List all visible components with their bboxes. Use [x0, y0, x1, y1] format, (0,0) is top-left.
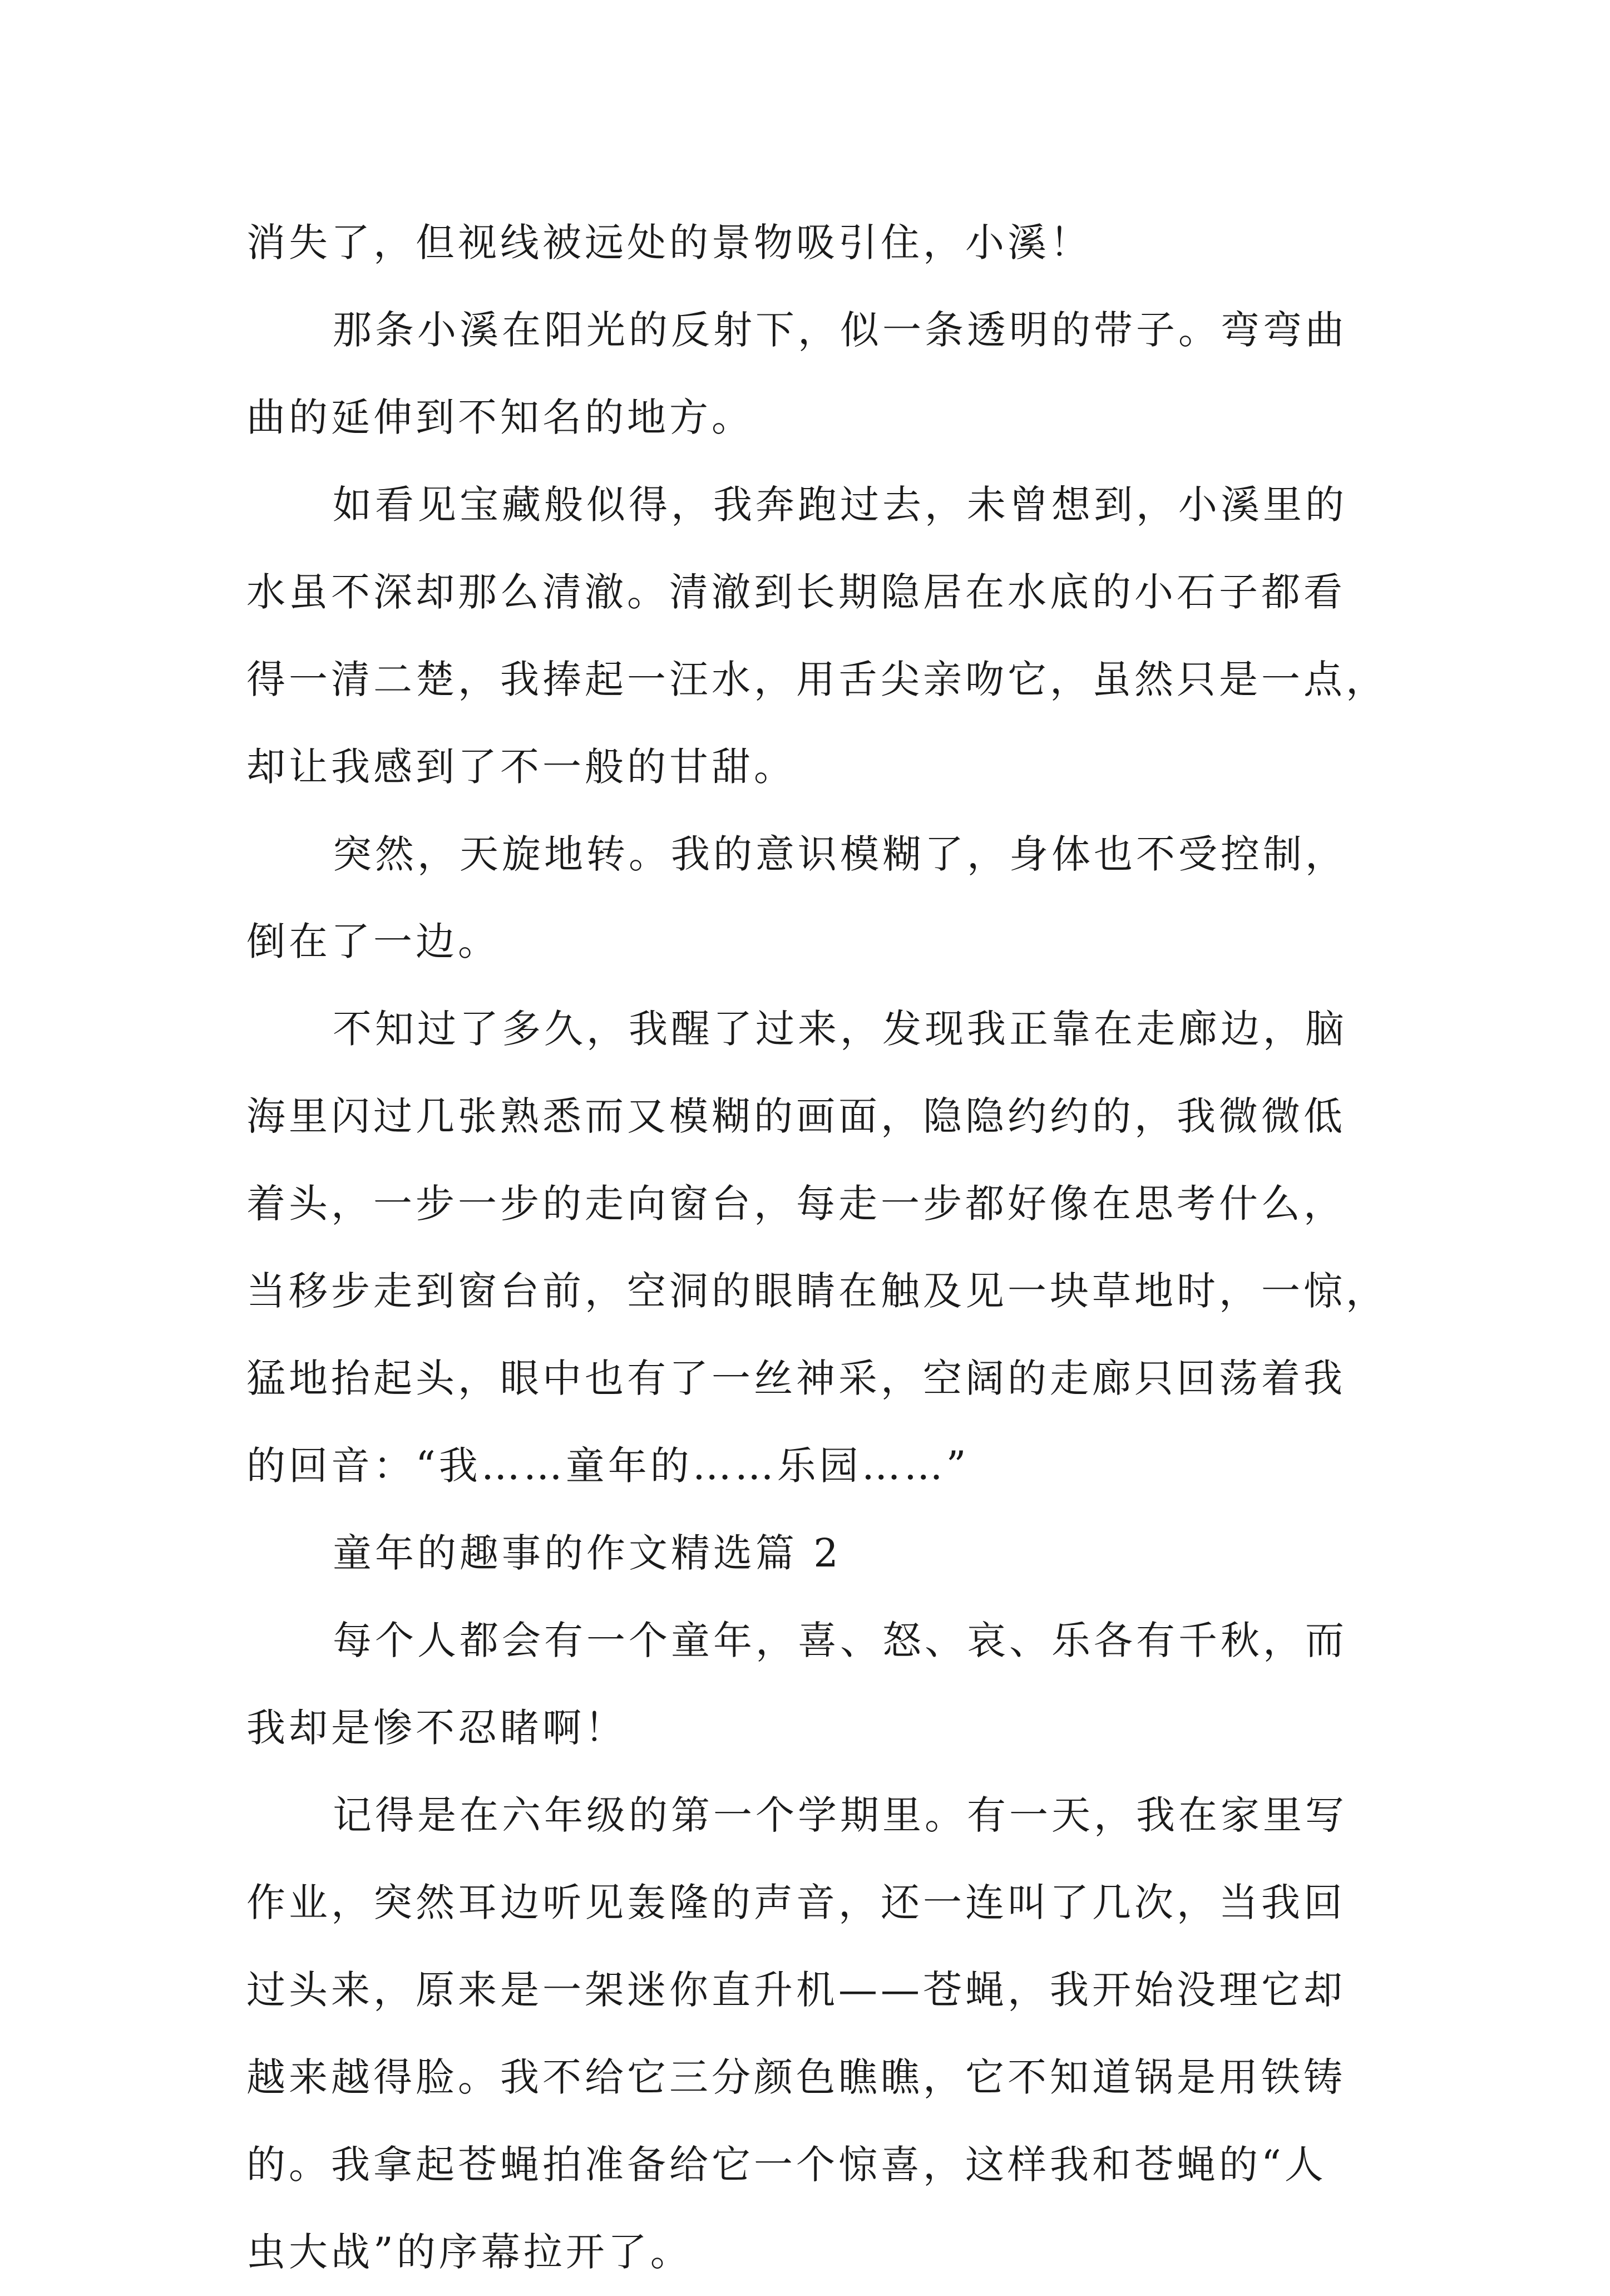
paragraph-start-line: 那条小溪在阳光的反射下，似一条透明的带子。弯弯曲 — [333, 307, 1347, 353]
text-line: 海里闪过几张熟悉而又模糊的画面，隐隐约约的，我微微低 — [246, 1093, 1346, 1139]
text-line: 着头，一步一步的走向窗台，每走一步都好像在思考什么， — [246, 1181, 1346, 1226]
text-line: 曲的延伸到不知名的地方。 — [246, 395, 754, 440]
text-line: 倒在了一边。 — [246, 919, 500, 964]
paragraph-start-line: 记得是在六年级的第一个学期里。有一天，我在家里写 — [333, 1792, 1347, 1838]
text-line: 当移步走到窗台前，空洞的眼睛在触及见一块草地时，一惊， — [246, 1268, 1388, 1314]
text-line: 作业，突然耳边听见轰隆的声音，还一连叫了几次，当我回 — [246, 1880, 1346, 1925]
paragraph-start-line: 每个人都会有一个童年，喜、怒、哀、乐各有千秋，而 — [333, 1618, 1347, 1663]
text-line: 消失了，但视线被远处的景物吸引住，小溪！ — [246, 220, 1092, 265]
text-line: 的回音：“我……童年的……乐园……” — [246, 1443, 970, 1489]
text-line: 越来越得脸。我不给它三分颜色瞧瞧，它不知道锅是用铁铸 — [246, 2054, 1346, 2100]
text-line: 却让我感到了不一般的甘甜。 — [246, 744, 796, 790]
paragraph-start-line: 突然，天旋地转。我的意识模糊了，身体也不受控制， — [333, 831, 1347, 877]
paragraph-start-line: 如看见宝藏般似得，我奔跑过去，未曾想到，小溪里的 — [333, 482, 1347, 528]
paragraph-start-line: 不知过了多久，我醒了过来，发现我正靠在走廊边，脑 — [333, 1006, 1347, 1052]
section-heading: 童年的趣事的作文精选篇 2 — [333, 1530, 842, 1576]
text-line: 猛地抬起头，眼中也有了一丝神采，空阔的走廊只回荡着我 — [246, 1356, 1346, 1401]
text-line: 的。我拿起苍蝇拍准备给它一个惊喜，这样我和苍蝇的“人 — [246, 2142, 1327, 2187]
body-text — [246, 199, 1388, 2296]
text-line: 过头来，原来是一架迷你直升机——苍蝇，我开始没理它却 — [246, 1967, 1346, 2013]
text-line: 水虽不深却那么清澈。清澈到长期隐居在水底的小石子都看 — [246, 569, 1346, 615]
text-line: 我却是惨不忍睹啊！ — [246, 1705, 627, 1751]
text-line: 得一清二楚，我捧起一汪水，用舌尖亲吻它，虽然只是一点， — [246, 657, 1388, 702]
text-line: 虫大战”的序幕拉开了。 — [246, 2229, 693, 2275]
